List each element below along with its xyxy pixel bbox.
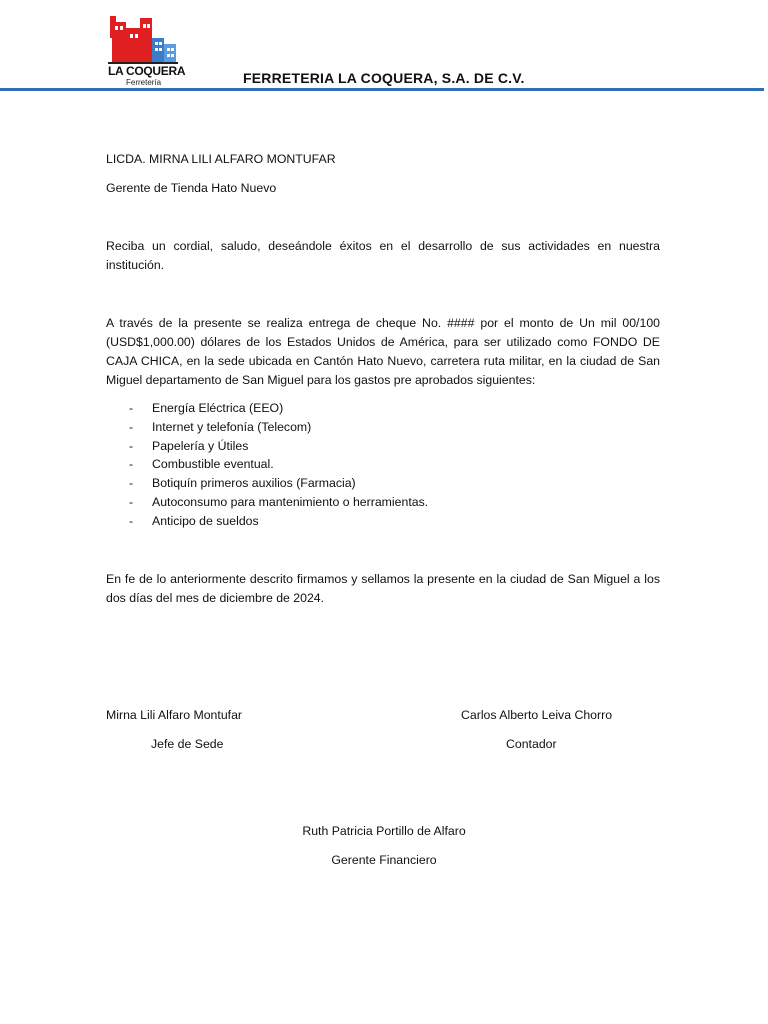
list-item bbox=[106, 418, 428, 437]
signature-title-1: Jefe de Sede bbox=[151, 737, 224, 751]
bullet-dash: - bbox=[129, 401, 134, 415]
logo-subtext: Ferretería bbox=[126, 78, 162, 87]
bullet-dash: - bbox=[129, 476, 134, 491]
signature-name-2: Carlos Alberto Leiva Chorro bbox=[461, 708, 613, 722]
recipient-position: Gerente de Tienda Hato Nuevo bbox=[106, 181, 277, 195]
bullet-dash: - bbox=[129, 513, 134, 528]
bullet-dash: - bbox=[129, 457, 134, 472]
bullet-dash: - bbox=[129, 438, 134, 453]
recipient-name: LICDA. MIRNA LILI ALFARO MONTUFAR bbox=[106, 152, 336, 166]
header-divider bbox=[0, 88, 764, 91]
list-item bbox=[106, 493, 428, 512]
signature-name-1: Mirna Lili Alfaro Montufar bbox=[106, 708, 243, 722]
signature-name-3: Ruth Patricia Portillo de Alfaro bbox=[302, 824, 466, 838]
expense-list bbox=[106, 399, 428, 531]
expense-label: Internet y telefonía (Telecom) bbox=[152, 419, 312, 434]
expense-label: Autoconsumo para mantenimiento o herramientas. bbox=[152, 494, 429, 509]
company-logo bbox=[106, 14, 186, 90]
letterhead bbox=[0, 0, 768, 100]
main-paragraph: A través de la presente se realiza entrega de cheque No. #### por el monto de Un mil 00/100 (USD$1,000.00) dólares de los Estados Unidos de América, para ser utilizado como FONDO DE CAJA CHICA, en la sede ubicada en Cantón Hato Nuevo, carretera ruta militar, en la ciudad de San Miguel departamento de San Miguel para los gastos pre aprobados siguientes: bbox=[106, 316, 660, 387]
list-item bbox=[106, 474, 428, 493]
logo-text: LA COQUERA bbox=[108, 64, 186, 78]
expense-label: Papelería y Útiles bbox=[152, 438, 249, 453]
bullet-dash: - bbox=[129, 419, 134, 434]
greeting-paragraph: Reciba un cordial, saludo, deseándole éxitos en el desarrollo de sus actividades en nuestra institución. bbox=[106, 239, 660, 272]
company-name: FERRETERIA LA COQUERA, S.A. DE C.V. bbox=[243, 70, 525, 86]
list-item bbox=[106, 437, 428, 456]
list-item bbox=[106, 512, 428, 531]
list-item bbox=[106, 455, 428, 474]
bullet-dash: - bbox=[129, 494, 134, 509]
list-item bbox=[106, 399, 428, 418]
signature-title-3: Gerente Financiero bbox=[331, 853, 437, 867]
signature-title-2: Contador bbox=[506, 737, 557, 751]
expense-label: Energía Eléctrica (EEO) bbox=[152, 401, 284, 415]
expense-label: Anticipo de sueldos bbox=[152, 513, 259, 528]
expense-label: Combustible eventual. bbox=[152, 457, 274, 472]
expense-label: Botiquín primeros auxilios (Farmacia) bbox=[152, 476, 356, 491]
closing-paragraph: En fe de lo anteriormente descrito firmamos y sellamos la presente en la ciudad de San Miguel a los dos días del mes de diciembre de 2024. bbox=[106, 572, 660, 605]
